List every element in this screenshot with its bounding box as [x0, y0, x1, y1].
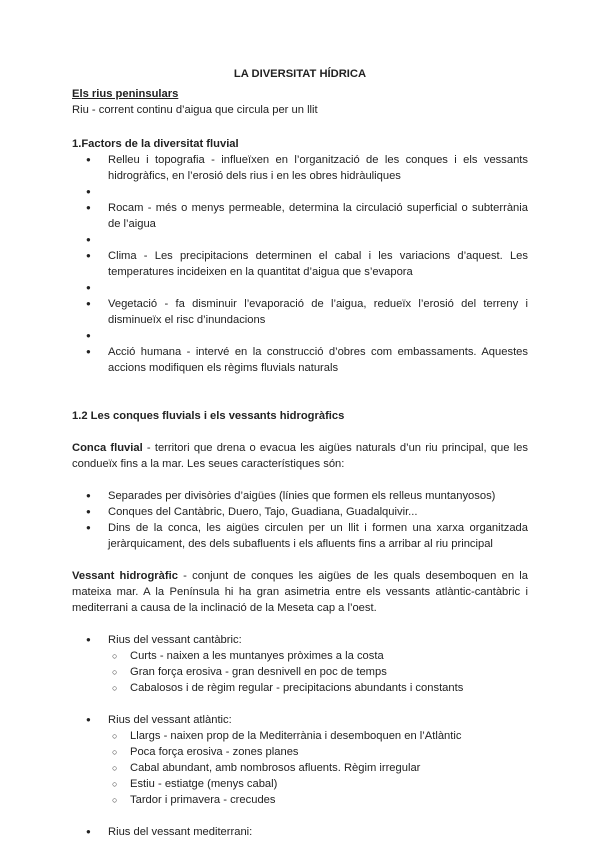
spacer: [72, 552, 528, 568]
spacer: [72, 696, 528, 712]
atlantic-subitem: ○ Estiu - estiatge (menys cabal): [72, 776, 528, 792]
conca-item: ● Conques del Cantàbric, Duero, Tajo, Guadiana, Guadalquivir...: [72, 504, 528, 520]
vessants-list: [72, 824, 528, 840]
spacer: [72, 808, 528, 824]
spacer: [72, 616, 528, 632]
spacer: [72, 184, 528, 200]
cantabric-sublist: [72, 648, 528, 696]
vessants-list: [72, 632, 528, 648]
cantabric-subitem: ○ Curts - naixen a les muntanyes pròximes a la costa: [72, 648, 528, 664]
atlantic-subitem: ○ Poca força erosiva - zones planes: [72, 744, 528, 760]
vessant-definition: - conjunt de conques les aigües de les quals desemboquen en la mateixa mar. A la Península hi ha gran asimetria entre els vessants atlàntic-cantàbric i mediterrani a causa de la inclinació de la Meseta cap a l’oest.: [72, 570, 528, 614]
conca-fluvial-definition: - territori que drena o evacua les aigües naturals d’un riu principal, que les condueïx fins a la mar. Les seues característiques són:: [72, 442, 528, 470]
spacer: [72, 472, 528, 488]
spacer: [72, 392, 528, 408]
section-heading-rius-peninsulars: Els rius peninsulars: [72, 88, 179, 100]
vessant-term: Vessant hidrogràfic: [72, 570, 178, 582]
spacer: [72, 424, 528, 440]
conca-characteristics-list: [72, 488, 528, 552]
vessant-mediterrani-item: [72, 824, 528, 840]
section-heading-factors: 1.Factors de la diversitat fluvial: [72, 138, 239, 150]
factor-item: ● Clima - Les precipitacions determinen el cabal i les variacions d’aquest. Les temperatures incideixen en la quantitat d’aigua que s’evapora: [72, 248, 528, 280]
spacer: [72, 232, 528, 248]
vessant-atlantic-label: Rius del vessant atlàntic:: [108, 714, 232, 726]
factor-item: ● Vegetació - fa disminuir l’evaporació de l’aigua, redueïx l’erosió del terreny i disminueïx el risc d’inundacions: [72, 296, 528, 328]
factor-item: ● Relleu i topografia - influeïxen en l’organització de les conques i els vessants hidrogràfics, en l’erosió dels rius i en les obres hidràuliques: [72, 152, 528, 184]
cantabric-subitem: ○ Cabalosos i de règim regular - precipitacions abundants i constants: [72, 680, 528, 696]
atlantic-sublist: [72, 728, 528, 808]
vessant-atlantic-item: [72, 712, 528, 728]
vessant-mediterrani-label: Rius del vessant mediterrani:: [108, 826, 253, 838]
vessant-cantabric-label: Rius del vessant cantàbric:: [108, 634, 242, 646]
cantabric-subitem: ○ Gran força erosiva - gran desnivell en poc de temps: [72, 664, 528, 680]
factor-item: ● Acció humana - intervé en la construcció d’obres com embassaments. Aquestes accions modifiquen els règims fluvials naturals: [72, 344, 528, 376]
atlantic-subitem: ○ Cabal abundant, amb nombrosos afluents. Règim irregular: [72, 760, 528, 776]
conca-fluvial-term: Conca fluvial: [72, 442, 143, 454]
spacer: [72, 280, 528, 296]
vessant-cantabric-item: [72, 632, 528, 648]
vessants-list: [72, 712, 528, 728]
conca-item: ● Separades per divisòries d’aigües (línies que formen els relleus muntanyosos): [72, 488, 528, 504]
conca-fluvial-paragraph: [72, 440, 528, 472]
page-title: LA DIVERSITAT HÍDRICA: [233, 68, 367, 80]
vessant-paragraph: [72, 568, 528, 616]
atlantic-subitem: ○ Tardor i primavera - crecudes: [72, 792, 528, 808]
spacer: [72, 118, 528, 136]
riu-definition: Riu - corrent continu d’aigua que circula per un llit: [72, 104, 318, 116]
factor-item: ● Rocam - més o menys permeable, determina la circulació superficial o subterrània de l’aigua: [72, 200, 528, 232]
section-heading-conques: 1.2 Les conques fluvials i els vessants hidrogràfics: [72, 410, 345, 422]
conca-item: ● Dins de la conca, les aigües circulen per un llit i formen una xarxa organitzada jeràrquicament, des dels subafluents i els afluents fins a arribar al riu principal: [72, 520, 528, 552]
spacer: [72, 376, 528, 392]
factors-list: [72, 152, 528, 376]
spacer: [72, 328, 528, 344]
atlantic-subitem: ○ Llargs - naixen prop de la Mediterrània i desemboquen en l’Atlàntic: [72, 728, 528, 744]
document-page: [72, 66, 528, 840]
